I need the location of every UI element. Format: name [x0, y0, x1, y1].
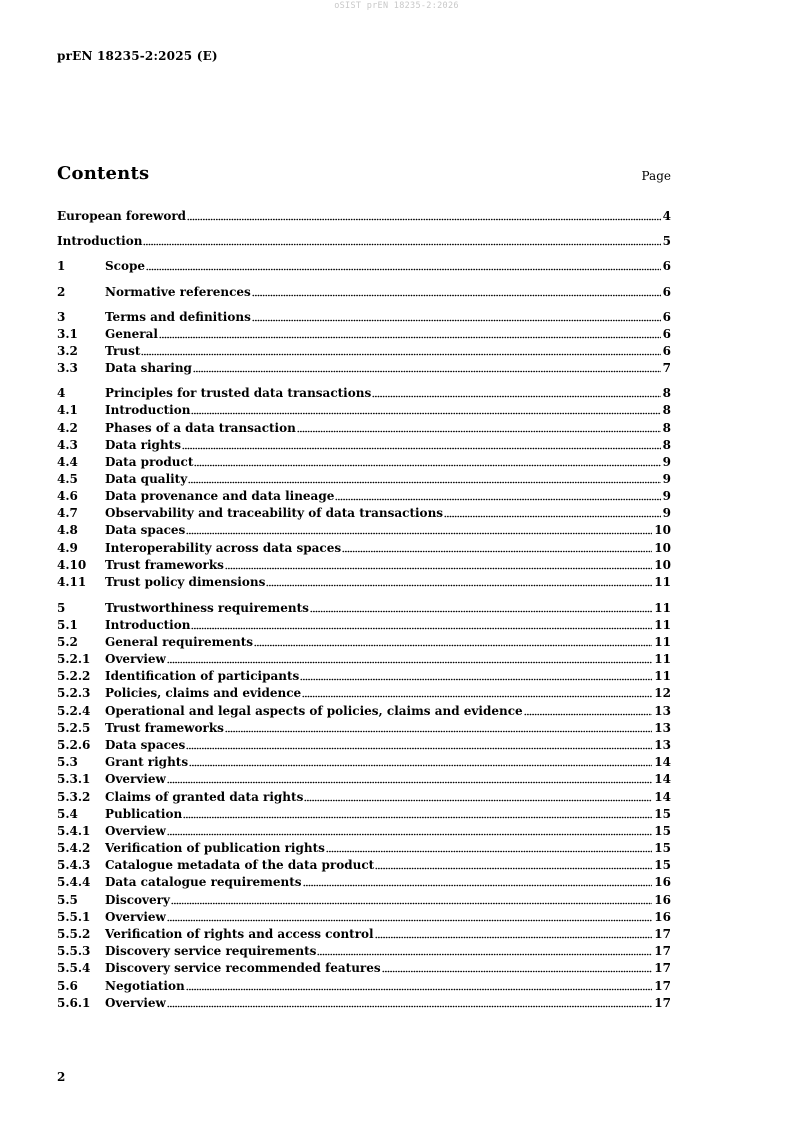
- toc-entry[interactable]: [57, 489, 671, 504]
- toc-entry-page: 9: [662, 506, 671, 520]
- toc-entry[interactable]: [57, 893, 671, 908]
- toc-dot-leader: [382, 970, 653, 973]
- toc-entry-title: Verification of publication rights: [105, 841, 325, 855]
- toc-entry-page: 7: [662, 361, 671, 375]
- toc-entry-number: 4.1: [57, 403, 78, 417]
- toc-dot-leader: [183, 816, 652, 819]
- toc-dot-leader: [189, 764, 652, 767]
- toc-entry-title: Terms and definitions: [105, 310, 251, 324]
- toc-entry-page: 14: [654, 755, 671, 769]
- toc-entry[interactable]: [57, 841, 671, 856]
- toc-entry-title: Overview: [105, 652, 166, 666]
- toc-entry[interactable]: [57, 209, 671, 224]
- toc-entry-page: 10: [654, 541, 671, 555]
- toc-entry-page: 6: [662, 285, 671, 299]
- toc-entry-page: 17: [654, 979, 671, 993]
- toc-entry[interactable]: [57, 259, 671, 274]
- toc-entry-title: Overview: [105, 772, 166, 786]
- toc-dot-leader: [191, 412, 660, 415]
- toc-dot-leader: [225, 567, 652, 570]
- toc-entry-title: Introduction: [105, 403, 191, 417]
- toc-entry[interactable]: [57, 875, 671, 890]
- toc-entry-page: 13: [654, 738, 671, 752]
- toc-dot-leader: [303, 884, 653, 887]
- toc-entry-page: 11: [654, 669, 671, 683]
- toc-entry-page: 17: [654, 944, 671, 958]
- toc-entry-title: Discovery service recommended features: [105, 961, 381, 975]
- toc-entry-number: 5.5.4: [57, 961, 91, 975]
- toc-entry-page: 10: [654, 558, 671, 572]
- toc-entry[interactable]: [57, 558, 671, 573]
- toc-entry-page: 17: [654, 996, 671, 1010]
- toc-dot-leader: [266, 584, 652, 587]
- toc-entry-number: 5.2.2: [57, 669, 91, 683]
- toc-dot-leader: [335, 498, 660, 501]
- toc-entry-title: Verification of rights and access control: [105, 927, 374, 941]
- toc-entry-number: 5.2.1: [57, 652, 91, 666]
- toc-entry-number: 4.5: [57, 472, 78, 486]
- toc-dot-leader: [297, 430, 661, 433]
- toc-entry-title: Phases of a data transaction: [105, 421, 296, 435]
- toc-entry-page: 16: [654, 875, 671, 889]
- toc-entry[interactable]: [57, 234, 671, 249]
- toc-entry-title: Principles for trusted data transactions: [105, 386, 372, 400]
- toc-entry-title: Data sharing: [105, 361, 192, 375]
- toc-entry-number: 5.2.4: [57, 704, 91, 718]
- toc-entry-title: Discovery: [105, 893, 170, 907]
- toc-entry[interactable]: [57, 386, 671, 401]
- toc-dot-leader: [524, 713, 653, 716]
- toc-entry-number: 5.1: [57, 618, 78, 632]
- toc-entry-title: Data product: [105, 455, 194, 469]
- toc-entry-number: 4.10: [57, 558, 87, 572]
- toc-entry-number: 3.3: [57, 361, 78, 375]
- toc-dot-leader: [372, 395, 660, 398]
- toc-dot-leader: [141, 353, 660, 356]
- toc-entry-title: European foreword: [57, 209, 187, 223]
- toc-entry[interactable]: [57, 824, 671, 839]
- toc-dot-leader: [186, 747, 652, 750]
- toc-entry-number: 2: [57, 285, 66, 299]
- toc-entry-number: 1: [57, 259, 66, 273]
- toc-dot-leader: [186, 532, 652, 535]
- toc-dot-leader: [171, 902, 652, 905]
- toc-entry-title: Trust frameworks: [105, 721, 224, 735]
- toc-entry-title: Identification of participants: [105, 669, 300, 683]
- toc-entry-title: Trust: [105, 344, 141, 358]
- toc-entry-title: Overview: [105, 996, 166, 1010]
- toc-entry-title: Data provenance and data lineage: [105, 489, 335, 503]
- toc-entry[interactable]: [57, 686, 671, 701]
- toc-entry-title: Trust frameworks: [105, 558, 224, 572]
- toc-dot-leader: [375, 867, 652, 870]
- toc-entry-page: 6: [662, 259, 671, 273]
- toc-entry-number: 5.3: [57, 755, 78, 769]
- toc-entry-page: 9: [662, 455, 671, 469]
- toc-dot-leader: [326, 850, 652, 853]
- toc-entry-page: 15: [654, 858, 671, 872]
- toc-entry[interactable]: [57, 601, 671, 616]
- document-id: prEN 18235-2:2025 (E): [57, 49, 218, 63]
- toc-entry[interactable]: [57, 961, 671, 976]
- toc-entry[interactable]: [57, 652, 671, 667]
- toc-dot-leader: [375, 936, 653, 939]
- toc-entry-page: 15: [654, 841, 671, 855]
- toc-entry[interactable]: [57, 327, 671, 342]
- toc-entry-number: 5.2.6: [57, 738, 91, 752]
- toc-entry-title: Discovery service requirements: [105, 944, 317, 958]
- toc-entry-page: 12: [654, 686, 671, 700]
- toc-entry-number: 4.2: [57, 421, 78, 435]
- toc-entry[interactable]: [57, 996, 671, 1011]
- toc-entry-number: 4.9: [57, 541, 78, 555]
- toc-entry-title: Operational and legal aspects of policies, claims and evidence: [105, 704, 523, 718]
- toc-dot-leader: [304, 799, 652, 802]
- toc-dot-leader: [310, 610, 652, 613]
- toc-entry[interactable]: [57, 669, 671, 684]
- toc-entry[interactable]: [57, 704, 671, 719]
- toc-dot-leader: [167, 1005, 652, 1008]
- toc-dot-leader: [159, 336, 661, 339]
- toc-entry-title: Negotiation: [105, 979, 185, 993]
- watermark-text: oSIST prEN 18235-2:2026: [334, 1, 459, 11]
- toc-entry-title: Data rights: [105, 438, 181, 452]
- toc-dot-leader: [254, 644, 652, 647]
- toc-entry-page: 5: [662, 234, 671, 248]
- toc-entry-number: 5.6: [57, 979, 78, 993]
- toc-dot-leader: [342, 550, 652, 553]
- toc-entry-page: 14: [654, 772, 671, 786]
- toc-entry[interactable]: [57, 790, 671, 805]
- contents-heading: Contents: [57, 163, 150, 184]
- toc-dot-leader: [167, 661, 652, 664]
- toc-entry-page: 6: [662, 327, 671, 341]
- toc-dot-leader: [252, 294, 661, 297]
- toc-entry-number: 5.2.5: [57, 721, 91, 735]
- toc-entry[interactable]: [57, 285, 671, 300]
- toc-dot-leader: [194, 464, 660, 467]
- toc-entry-page: 17: [654, 927, 671, 941]
- toc-entry-number: 3: [57, 310, 66, 324]
- toc-entry-page: 11: [654, 575, 671, 589]
- toc-entry-title: Overview: [105, 824, 166, 838]
- toc-entry-title: Data spaces: [105, 738, 186, 752]
- toc-entry-number: 5.5: [57, 893, 78, 907]
- toc-entry[interactable]: [57, 403, 671, 418]
- toc-entry[interactable]: [57, 361, 671, 376]
- toc-entry-page: 8: [662, 438, 671, 452]
- toc-entry-title: Grant rights: [105, 755, 189, 769]
- toc-dot-leader: [444, 515, 661, 518]
- toc-entry-number: 5.4.4: [57, 875, 91, 889]
- toc-entry-page: 6: [662, 310, 671, 324]
- toc-dot-leader: [187, 218, 661, 221]
- toc-entry[interactable]: [57, 721, 671, 736]
- toc-entry-page: 9: [662, 472, 671, 486]
- toc-entry-number: 4.4: [57, 455, 78, 469]
- toc-entry-page: 11: [654, 635, 671, 649]
- toc-entry[interactable]: [57, 455, 671, 470]
- toc-dot-leader: [167, 919, 652, 922]
- toc-dot-leader: [188, 481, 660, 484]
- toc-entry-title: Data spaces: [105, 523, 186, 537]
- toc-entry-title: Interoperability across data spaces: [105, 541, 342, 555]
- toc-entry-title: General requirements: [105, 635, 254, 649]
- toc-entry-page: 15: [654, 824, 671, 838]
- toc-entry-page: 10: [654, 523, 671, 537]
- toc-dot-leader: [193, 370, 661, 373]
- toc-entry-number: 5.4.3: [57, 858, 91, 872]
- toc-entry-number: 5.4.1: [57, 824, 91, 838]
- toc-entry-page: 4: [662, 209, 671, 223]
- toc-entry[interactable]: [57, 858, 671, 873]
- toc-entry-title: Observability and traceability of data transactions: [105, 506, 444, 520]
- toc-entry-number: 5.2.3: [57, 686, 91, 700]
- toc-entry[interactable]: [57, 438, 671, 453]
- toc-entry[interactable]: [57, 807, 671, 822]
- toc-entry-page: 11: [654, 601, 671, 615]
- toc-entry[interactable]: [57, 310, 671, 325]
- toc-dot-leader: [146, 268, 661, 271]
- toc-entry[interactable]: [57, 506, 671, 521]
- toc-entry-page: 14: [654, 790, 671, 804]
- toc-entry-title: Overview: [105, 910, 166, 924]
- toc-entry[interactable]: [57, 910, 671, 925]
- toc-entry-title: Catalogue metadata of the data product: [105, 858, 375, 872]
- toc-entry-page: 9: [662, 489, 671, 503]
- toc-entry[interactable]: [57, 738, 671, 753]
- toc-entry-number: 4.11: [57, 575, 87, 589]
- toc-entry-title: Data quality: [105, 472, 188, 486]
- toc-entry-title: Introduction: [57, 234, 143, 248]
- toc-entry-page: 8: [662, 386, 671, 400]
- toc-entry-number: 4.3: [57, 438, 78, 452]
- toc-entry-number: 5.2: [57, 635, 78, 649]
- toc-entry[interactable]: [57, 635, 671, 650]
- toc-entry-title: Data catalogue requirements: [105, 875, 302, 889]
- toc-dot-leader: [317, 953, 652, 956]
- toc-entry-page: 8: [662, 421, 671, 435]
- toc-dot-leader: [300, 678, 652, 681]
- toc-entry-page: 11: [654, 652, 671, 666]
- toc-entry[interactable]: [57, 523, 671, 538]
- toc-entry-number: 5.4.2: [57, 841, 91, 855]
- page-column-label: Page: [641, 169, 671, 183]
- toc-entry[interactable]: [57, 344, 671, 359]
- toc-dot-leader: [191, 627, 652, 630]
- toc-entry-number: 3.1: [57, 327, 78, 341]
- toc-entry[interactable]: [57, 618, 671, 633]
- toc-entry-number: 5.6.1: [57, 996, 91, 1010]
- toc-dot-leader: [225, 730, 652, 733]
- toc-entry[interactable]: [57, 755, 671, 770]
- toc-entry-number: 3.2: [57, 344, 78, 358]
- toc-entry-number: 5.5.2: [57, 927, 91, 941]
- toc-entry[interactable]: [57, 472, 671, 487]
- toc-entry[interactable]: [57, 772, 671, 787]
- toc-entry-page: 15: [654, 807, 671, 821]
- toc-entry-number: 5.5.3: [57, 944, 91, 958]
- toc-dot-leader: [167, 781, 652, 784]
- page-number: 2: [57, 1070, 66, 1084]
- toc-entry[interactable]: [57, 575, 671, 590]
- toc-entry-title: Publication: [105, 807, 183, 821]
- toc-entry-title: Trust policy dimensions: [105, 575, 266, 589]
- toc-entry[interactable]: [57, 541, 671, 556]
- toc-entry-title: Trustworthiness requirements: [105, 601, 309, 615]
- toc-dot-leader: [143, 243, 660, 246]
- toc-entry[interactable]: [57, 979, 671, 994]
- toc-dot-leader: [186, 988, 653, 991]
- toc-entry[interactable]: [57, 421, 671, 436]
- toc-entry-number: 5.5.1: [57, 910, 91, 924]
- toc-entry-page: 8: [662, 403, 671, 417]
- toc-entry[interactable]: [57, 927, 671, 942]
- toc-entry-number: 4.8: [57, 523, 78, 537]
- toc-entry-title: General: [105, 327, 158, 341]
- toc-entry-page: 16: [654, 893, 671, 907]
- toc-dot-leader: [252, 319, 661, 322]
- toc-entry-title: Claims of granted data rights: [105, 790, 304, 804]
- toc-entry-number: 5.3.2: [57, 790, 91, 804]
- toc-entry-title: Introduction: [105, 618, 191, 632]
- toc-entry-title: Scope: [105, 259, 146, 273]
- toc-entry-number: 4.6: [57, 489, 78, 503]
- toc-entry-number: 5.4: [57, 807, 78, 821]
- toc-entry[interactable]: [57, 944, 671, 959]
- toc-entry-page: 6: [662, 344, 671, 358]
- toc-entry-page: 16: [654, 910, 671, 924]
- toc-entry-number: 5.3.1: [57, 772, 91, 786]
- toc-entry-title: Normative references: [105, 285, 251, 299]
- toc-entry-number: 5: [57, 601, 66, 615]
- toc-entry-page: 13: [654, 721, 671, 735]
- toc-entry-page: 11: [654, 618, 671, 632]
- toc-entry-number: 4: [57, 386, 66, 400]
- toc-entry-number: 4.7: [57, 506, 78, 520]
- toc-dot-leader: [182, 447, 661, 450]
- toc-entry-title: Policies, claims and evidence: [105, 686, 302, 700]
- toc-dot-leader: [302, 695, 652, 698]
- toc-entry-page: 17: [654, 961, 671, 975]
- toc-dot-leader: [167, 833, 652, 836]
- toc-entry-page: 13: [654, 704, 671, 718]
